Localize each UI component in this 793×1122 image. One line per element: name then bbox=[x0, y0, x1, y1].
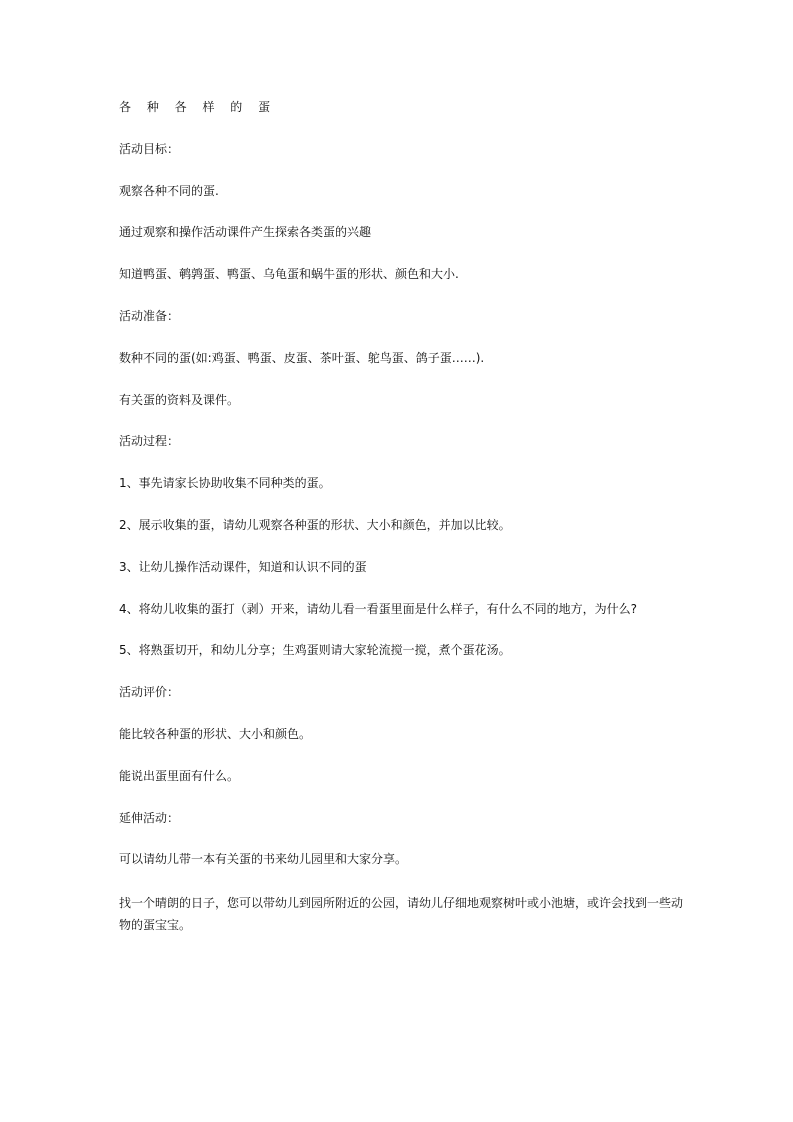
extension-item: 找一个晴朗的日子，您可以带幼儿到园所附近的公园，请幼儿仔细地观察树叶或小池塘，或许会找到一些动物的蛋宝宝。 bbox=[119, 896, 684, 933]
heading-goals: 活动目标： bbox=[119, 141, 180, 156]
process-step: 4、将幼儿收集的蛋打（剥）开来，请幼儿看一看蛋里面是什么样子，有什么不同的地方，为什么? bbox=[119, 601, 638, 616]
document-title: 各 种 各 样 的 蛋 bbox=[119, 100, 277, 114]
preparation-item: 数种不同的蛋(如:鸡蛋、鸭蛋、皮蛋、茶叶蛋、鸵鸟蛋、鸽子蛋……). bbox=[119, 350, 485, 365]
heading-process: 活动过程： bbox=[119, 434, 180, 449]
process-step: 1、事先请家长协助收集不同种类的蛋。 bbox=[119, 476, 331, 491]
evaluation-item: 能比较各种蛋的形状、大小和颜色。 bbox=[119, 726, 312, 741]
goal-item: 知道鸭蛋、鹌鹑蛋、鸭蛋、乌龟蛋和蜗牛蛋的形状、颜色和大小. bbox=[119, 267, 459, 282]
extension-item: 可以请幼儿带一本有关蛋的书来幼儿园里和大家分享。 bbox=[119, 852, 408, 867]
goal-item: 观察各种不同的蛋. bbox=[119, 183, 219, 198]
document-body bbox=[119, 98, 694, 960]
preparation-item: 有关蛋的资料及课件。 bbox=[119, 392, 240, 407]
process-step: 5、将熟蛋切开，和幼儿分享；生鸡蛋则请大家轮流搅一搅，煮个蛋花汤。 bbox=[119, 643, 511, 658]
process-step: 2、展示收集的蛋，请幼儿观察各种蛋的形状、大小和颜色，并加以比较。 bbox=[119, 517, 511, 532]
goal-item: 通过观察和操作活动课件产生探索各类蛋的兴趣 bbox=[119, 225, 372, 240]
evaluation-item: 能说出蛋里面有什么。 bbox=[119, 768, 240, 783]
process-step: 3、让幼儿操作活动课件，知道和认识不同的蛋 bbox=[119, 559, 367, 574]
heading-extension: 延伸活动： bbox=[119, 810, 180, 825]
heading-preparation: 活动准备： bbox=[119, 308, 180, 323]
heading-evaluation: 活动评价： bbox=[119, 685, 180, 700]
